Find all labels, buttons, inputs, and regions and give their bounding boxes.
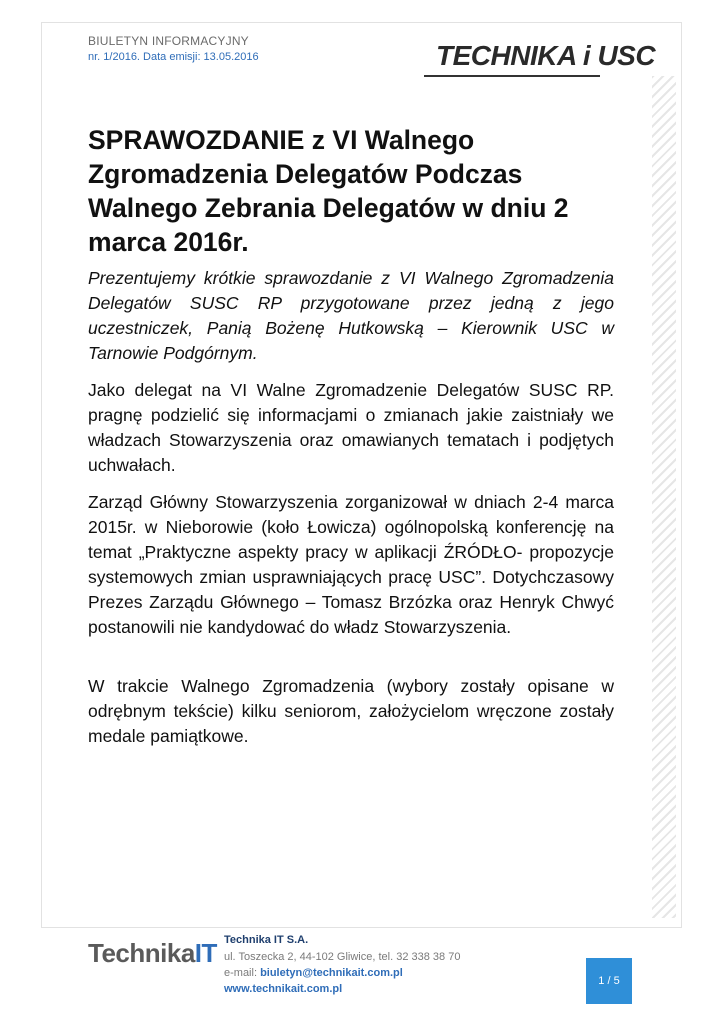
email-label: e-mail: <box>224 967 261 979</box>
paragraph-3: W trakcie Walnego Zgromadzenia (wybory zostały opisane w odrębnym tekście) kilku seniorom, założycielom wręczone zostały medale pamiątkowe. <box>88 676 614 746</box>
paragraph-2: Zarząd Główny Stowarzyszenia zorganizował w dniach 2-4 marca 2015r. w Nieborowie (koło Łowicza) ogólnopolską konferencję na temat „Praktyczne aspekty pracy w aplikacji ŹRÓDŁO- propozycje systemowych zmian usprawniających pracę USC”. Dotychczasowy Prezes Zarządu Głównego – Tomasz Brzózka oraz Henryk Chwyć postanowili nie kandydować do władz Stowarzyszenia. <box>88 492 614 637</box>
email-link[interactable]: biuletyn@technikait.com.pl <box>260 967 403 979</box>
technika-it-logo <box>88 938 217 969</box>
paragraph-1: Jako delegat na VI Walne Zgromadzenie Delegatów SUSC RP. pragnę podzielić się informacjami o zmianach jakie zaistniały we władzach Stowarzyszenia oraz omawianych tematach i podjętych uchwałach. <box>88 380 614 475</box>
company-name: Technika IT S.A. <box>224 934 309 946</box>
company-address: ul. Toszecka 2, 44-102 Gliwice, tel. 32 338 38 70 <box>224 951 461 963</box>
logo-underline <box>424 75 600 77</box>
logo-main-text: Technika <box>88 938 195 968</box>
technika-usc-logo: TECHNIKA i USC <box>436 40 656 71</box>
decorative-stripe <box>652 76 676 918</box>
page-number: 1 / 5 <box>586 958 632 1004</box>
article-lead: Prezentujemy krótkie sprawozdanie z VI Walnego Zgromadzenia Delegatów SUSC RP przygotowane przez jedną z jego uczestniczek, Panią Bożenę Hutkowską – Kierownik USC w Tarnowie Podgórnym. <box>88 268 614 363</box>
company-email <box>224 967 403 979</box>
logo-it-text: IT <box>194 938 217 968</box>
issue-info: nr. 1/2016. Data emisji: 13.05.2016 <box>88 51 259 63</box>
bulletin-title: BIULETYN INFORMACYJNY <box>88 34 249 48</box>
article-title: SPRAWOZDANIE z VI Walnego Zgromadzenia Delegatów Podczas Walnego Zebrania Delegatów w dniu 2 marca 2016r. <box>88 125 569 257</box>
company-website-link[interactable]: www.technikait.com.pl <box>224 983 343 995</box>
